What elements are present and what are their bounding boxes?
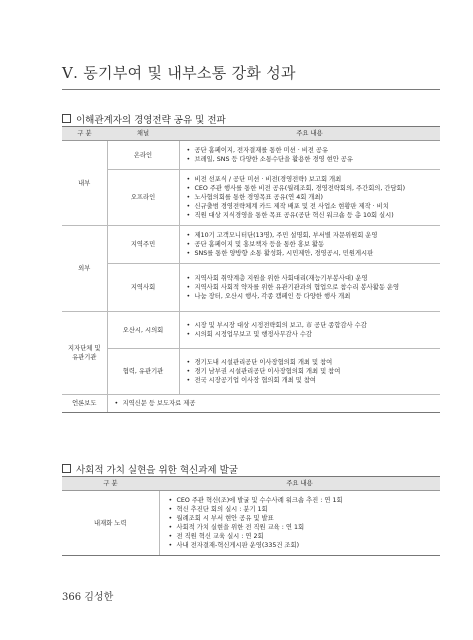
checkbox-square-icon xyxy=(62,114,71,123)
section-1-title: 이해관계자의 경영전략 공유 및 전파 xyxy=(76,115,226,126)
list-item: • CEO 주관 혁신(조)에 발굴 및 수수사례 워크숍 추진 : 연 1회 xyxy=(168,496,433,505)
table-row xyxy=(62,170,440,226)
table-row xyxy=(62,141,440,170)
channel-residents: 지역주민 xyxy=(107,226,179,264)
list-item: • 나눔 장터, 오산시 행사, 각종 캠페인 등 다양한 행사 개최 xyxy=(186,292,435,301)
list-item: • 지역사회 취약계층 지원을 위한 사회대리(재능기부봉사대) 운영 xyxy=(186,274,435,283)
list-item: • 전 직원 혁신 교육 실시 : 연 2회 xyxy=(168,532,433,541)
list-item: • 신규출범 경영전략체계 카드 제작 배포 및 전 사업소 현황판 제작 · 비치 xyxy=(186,202,435,211)
section-2-heading xyxy=(62,462,238,476)
checkbox-square-icon xyxy=(62,464,71,473)
channel-agencies: 협력, 유관기관 xyxy=(107,349,179,395)
header-content: 주요 내용 xyxy=(179,127,440,141)
group-internal: 내부 xyxy=(62,141,107,226)
list-item: • 노사협의회를 통한 경영목표 공유(연 4회 개최) xyxy=(186,193,435,202)
page-footer: 366 김성한 xyxy=(62,592,114,603)
list-item: • 경기 남부권 시설관리공단 이사장협의회 개최 및 참여 xyxy=(186,367,435,376)
group-local-agencies: 지자단체 및 유관기관 xyxy=(62,312,107,395)
header-category: 구 분 xyxy=(62,127,107,141)
table-row xyxy=(62,264,440,312)
list-item: • 사회적 가치 실현을 위한 전 직원 교육 : 연 1회 xyxy=(168,523,433,532)
header-category: 구 분 xyxy=(62,477,159,491)
table-row xyxy=(62,491,440,556)
strategy-sharing-table xyxy=(62,126,440,413)
list-item: • CEO 주관 행사를 통한 비전 공유(월례조회, 경영전략회의, 주간회의, 간담회) xyxy=(186,184,435,193)
category-internalization: 내재화 노력 xyxy=(62,491,159,556)
list-item: • 사내 전자결재-혁신게시판 운영(335건 조회) xyxy=(168,541,433,550)
list-item: • 브레일, SNS 등 다양한 소통수단을 활용한 경영 현안 공유 xyxy=(186,155,435,164)
group-external: 외부 xyxy=(62,226,107,312)
channel-press: 언론보도 xyxy=(62,395,107,413)
list-item: • 지역신문 등 보도자료 제공 xyxy=(114,399,435,408)
list-item: • 비전 선포식 / 공단 미션 · 비전(경영전략) 보고회 개최 xyxy=(186,175,435,184)
table-header-row xyxy=(62,477,440,491)
list-item: • 경기도내 시설관리공단 이사장협의회 개최 및 참여 xyxy=(186,358,435,367)
table-header-row xyxy=(62,127,440,141)
table-row xyxy=(62,395,440,413)
list-item: • 시장 및 부시장 대상 시정전략회의 보고, 市 공단 종합감사 수감 xyxy=(186,321,435,330)
innovation-table xyxy=(62,476,440,556)
list-item: • 전국 시장공기업 이사장 협의회 개최 및 참여 xyxy=(186,376,435,385)
channel-osan-city: 오산시, 시의회 xyxy=(107,312,179,349)
chapter-title: Ⅴ. 동기부여 및 내부소통 강화 성과 xyxy=(62,64,296,82)
table-row xyxy=(62,226,440,264)
list-item: • 직원 대상 지식경영을 통한 목표 공유(공단 혁신 워크숍 등 총 10회 실시) xyxy=(186,211,435,220)
channel-community: 지역사회 xyxy=(107,264,179,312)
list-item: • 공단 홈페이지 및 홍보책자 등을 통한 홍보 활동 xyxy=(186,240,435,249)
header-content: 주요 내용 xyxy=(159,477,440,491)
channel-online: 온라인 xyxy=(107,141,179,170)
list-item: • 제10기 고객모니터단(13명), 주민 설명회, 부서별 자문위원회 운영 xyxy=(186,231,435,240)
list-item: • 월례조회 시 부서 현안 공유 및 발표 xyxy=(168,514,433,523)
section-1-heading xyxy=(62,112,226,126)
list-item: • 지역사회 사회적 약자를 위한 유관기관과의 협업으로 참수리 봉사활동 운영 xyxy=(186,283,435,292)
list-item: • SNS를 통한 양방향 소통 활성화, 시민제안, 경영공시, 민원게시판 xyxy=(186,249,435,258)
channel-offline: 오프라인 xyxy=(107,170,179,226)
list-item: • 공단 홈페이지, 전자결재를 통한 미션 · 비전 공유 xyxy=(186,146,435,155)
title-rule xyxy=(62,89,440,90)
section-2-title: 사회적 가치 실현을 위한 혁신과제 발굴 xyxy=(76,465,238,476)
header-channel: 채널 xyxy=(107,127,179,141)
table-row xyxy=(62,349,440,395)
list-item: • 시의회 시정업무보고 및 행정사무감사 수감 xyxy=(186,330,435,339)
list-item: • 혁신 추진단 회의 실시 : 분기 1회 xyxy=(168,505,433,514)
table-row xyxy=(62,312,440,349)
